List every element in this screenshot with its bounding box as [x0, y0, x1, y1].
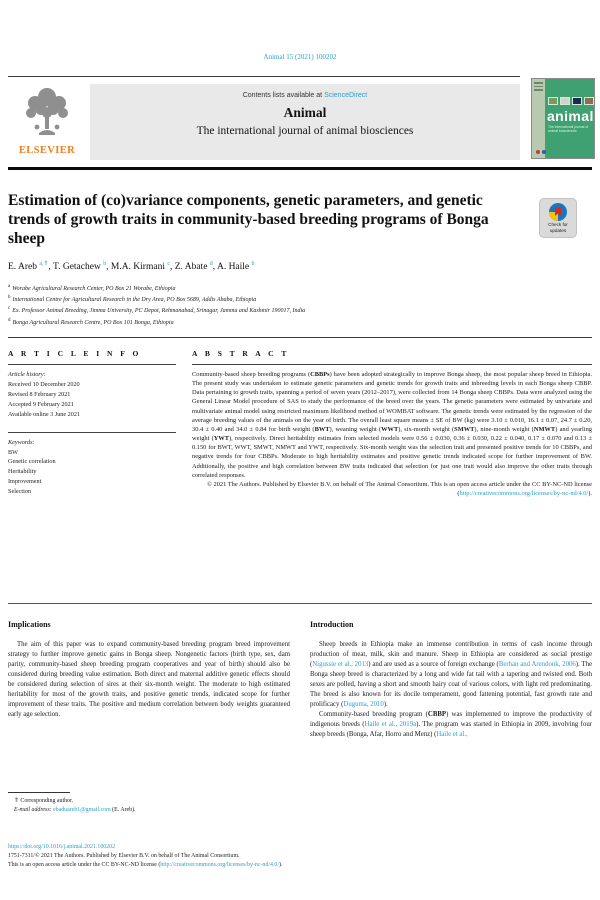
abstract-column [192, 349, 592, 498]
sciencedirect-link[interactable]: ScienceDirect [324, 92, 368, 99]
cover-subtitle: The international journal of animal biosciences [548, 125, 589, 133]
affiliation-item: $^c$ Ex. Professor Animal Breeding, Jimma University, PC Depot, Rehmanabad, Srinagar, Jammu and Kashmir 190017, India [8, 306, 306, 315]
cover-publisher-logos [536, 150, 548, 154]
elsevier-wordmark: ELSEVIER [18, 145, 76, 156]
history-item: Available online 3 June 2021 [8, 410, 81, 418]
introduction-section [310, 620, 592, 740]
introduction-paragraph-1: Sheep breeds in Ethiopia make an immense contribution in terms of cash income through production of meat, milk, skin and manure. Sheep in Ethiopia are considered as social prestige (Nigussie et al., 2013) and are used as a source of foreign exchange (Berhan and Arendonk, 2006). The Bonga sheep breed is characterized by a long and wide fat tail with a tapering and twisted end. Both sexes are polled, having a short and smooth hairy coat of various colors, with light red predominating. The breed is also known for its docile temperament, good fattening potential, fast growth rate and prolificacy (Duguma, 2010). [310, 641, 592, 708]
footnote-rule [8, 792, 70, 793]
affiliation-item: $^b$ International Centre for Agricultural Research in the Dry Area, PO Box 5689, Addis Ababa, Ethiopia [8, 295, 257, 304]
masthead-top-rule [8, 76, 520, 77]
affiliation-item: $^a$ Worabe Agricultural Research Center, PO Box 21 Worabe, Ethiopia [8, 284, 176, 292]
implications-heading: Implications [8, 620, 51, 629]
email-suffix: (E. Areb). [110, 807, 136, 814]
email-line [8, 806, 288, 815]
keyword-item: Genetic correlation [8, 458, 56, 466]
corresponding-author-line: ⇑ Corresponding author. [14, 798, 74, 804]
keywords-label: Keywords: [8, 438, 35, 446]
history-item: Revised 8 February 2021 [8, 390, 71, 398]
article-history-label: Article history: [8, 371, 46, 378]
license-line: This is an open access article under the CC BY-NC-ND license (http://creativecommons.org/licenses/by-nc-nd/4.0/). [8, 862, 283, 869]
journal-subtitle: The international journal of animal biosciences [196, 125, 414, 137]
elsevier-logo[interactable] [8, 83, 86, 165]
abstract-body: Community-based sheep breeding programs (CBBPs) have been adopted strategically to improve Bonga sheep, the most popular sheep breed in Ethiopia. The present study was undertaken to estimate genetic parameters and genetic trends for growth traits and inbreeding levels in each Bonga sheep CBBP. Data pertaining to growth traits, spanning a period of seven years (2012–2017), were collected from 14 Bonga sheep CBBPs. Data were analyzed using the General Linear Model procedure of SAS to study the performance of the breed over the years. The genetic parameters were estimated by univariate and multivariate animal model using restricted maximum likelihood method of WOMBAT software. The genetic trends were estimated by the regression of the average breeding values of the animals on the year of birth. The overall least square means ± SE of BW (kg) were 3.10 ± 0.010, 16.1 ± 0.07, 24.7 ± 0.20, 30.4 ± 0.40 and 34.0 ± 0.84 for birth weight (BWT), weaning weight (WWT), six-month weight (SMWT), nine-month weight (NMWT) and yearling weight (YWT), respectively. Direct heritability estimates from selected models were 0.56 ± 0.030, 0.36 ± 0.030, 0.22 ± 0.040, 0.17 ± 0.070 and 0.13 ± 0.150 for BWT, WWT, SMWT, NMWT and YWT, respectively. Six-month weight was the selection trait and presented positive trends for 10 CBBPs, and negative trends for four CBBPs. Moderate to high heritability estimates and positive genetic trends indicated scope for further improvement of BW. Additionally, the positive and high correlation between BW traits indicated that selection for just one trait would also improve the other traits through correlated responses. [192, 371, 593, 479]
rights-line: 1751-7311/© 2021 The Authors. Published by Elsevier B.V. on behalf of The Animal Consortium. [8, 853, 240, 860]
keyword-item: Heritability [8, 468, 37, 476]
page-footer [8, 843, 282, 870]
introduction-paragraph-2: Community-based breeding program (CBBP) was implemented to improve the productivity of indigenous breeds (Haile et al., 2019a). The program was started in Ethiopia in 2009, involving four sheep breeds (Bonga, Afar, Horro and Menz) (Haile et al., [310, 710, 593, 738]
check-for-updates-label: Check for updates [548, 222, 568, 233]
contents-lists-line [90, 84, 520, 99]
article-title: Estimation of (co)variance components, genetic parameters, and genetic trends of growth traits in community-based breeding programs of Bonga sheep [8, 192, 489, 248]
journal-name: Animal [283, 105, 327, 120]
crossmark-icon [549, 203, 567, 221]
cover-photo-strip [548, 97, 594, 105]
implications-section [8, 620, 290, 740]
title-block-rule [8, 337, 592, 338]
journal-cover-thumbnail[interactable] [531, 78, 595, 159]
affiliation-item: $^d$ Bonga Agricultural Research Centre, PO Box 101 Bonga, Ethiopia [8, 317, 174, 326]
article-info-column [8, 349, 176, 498]
abstract-bottom-rule [8, 603, 592, 604]
email-label: E-mail address: [14, 807, 54, 814]
email-link[interactable]: ebaduareb1@gmail.com [53, 807, 111, 814]
check-for-updates-badge[interactable] [539, 198, 577, 238]
abstract-copyright: © 2021 The Authors. Published by Elsevier B.V. on behalf of The Animal Consortium. This is an open access article under the CC BY-NC-ND license (http://creativecommons.org/licenses/by-nc-nd/4.0/). [207, 480, 592, 498]
affiliation-list [8, 283, 305, 328]
corresponding-author-footnote [8, 792, 288, 816]
history-item: Received 10 December 2020 [8, 380, 80, 388]
keyword-item: Improvement [8, 478, 42, 486]
keyword-item: BW [8, 448, 18, 456]
journal-citation-line: Animal 15 (2021) 100202 [263, 53, 337, 61]
history-item: Accepted 9 February 2021 [8, 400, 74, 408]
masthead-bottom-rule [8, 167, 592, 170]
doi-link[interactable]: https://doi.org/10.1016/j.animal.2021.100202 [8, 844, 116, 850]
article-info-heading: A R T I C L E I N F O [8, 349, 142, 358]
contents-prefix: Contents lists available at [242, 92, 325, 99]
author-list: E. Areb $^{a,⇑}$, T. Getachew $^b$, M.A. Kirmani $^c$, Z. Abate $^d$, A. Haile $^b$ [8, 261, 255, 273]
introduction-heading: Introduction [310, 620, 354, 629]
implications-paragraph: The aim of this paper was to expand community-based breeding program breed improvement strategy to further improve genetic gains in Bonga sheep. Nongenetic factors (birth type, sex, dam parity, community-based sheep breeding program cooperatives and year of birth) should also be considered during breeding value estimation. Both direct and maternal additive genetic effects should be considered during selection of sires at their six-month weight. The moderate to high estimated heritability for most of the growth traits, and positive genetic trends, indicated scope for further improvement of these traits. The positive and medium correlation between body weights guaranteed early age selection. [8, 641, 290, 718]
masthead-box [90, 84, 520, 160]
keyword-item: Selection [8, 488, 32, 496]
cover-title: animal [547, 108, 594, 124]
cover-volume-lines [534, 82, 543, 93]
elsevier-tree-icon [19, 126, 75, 143]
abstract-heading: A B S T R A C T [192, 349, 290, 358]
